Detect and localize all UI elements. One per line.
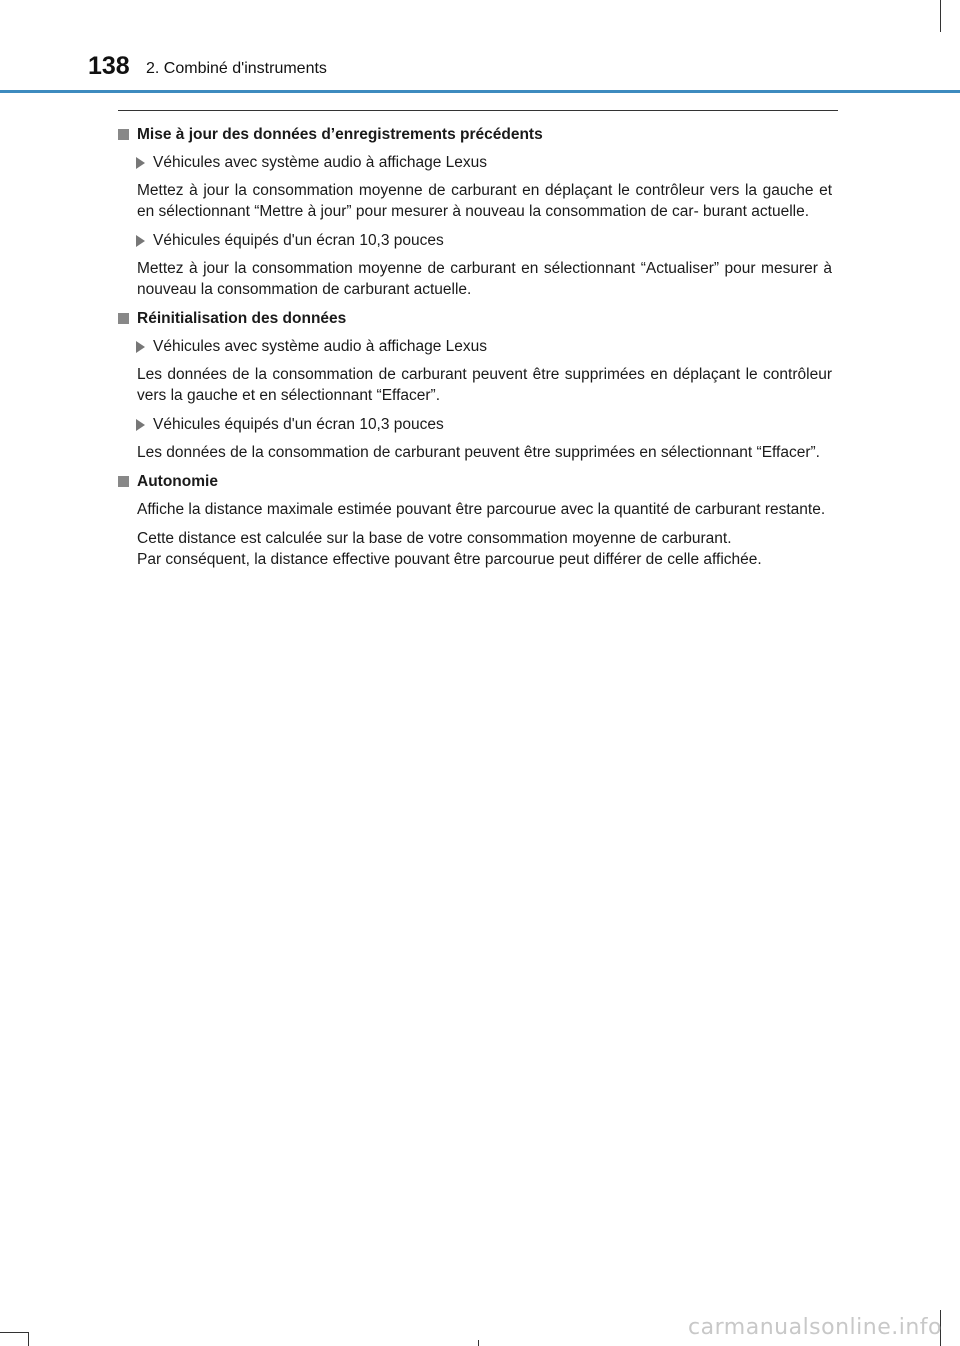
sub-heading [136, 414, 832, 436]
section-heading [118, 471, 832, 493]
triangle-bullet-icon [136, 341, 145, 353]
paragraph: Par conséquent, la distance effective pouvant être parcourue peut différer de celle affichée. [137, 551, 762, 568]
paragraph: Mettez à jour la consommation moyenne de carburant en sélectionnant “Actualiser” pour mesurer à nouveau la consommation de carburant actuelle. [137, 260, 832, 298]
square-bullet-icon [118, 129, 129, 140]
triangle-bullet-icon [136, 157, 145, 169]
page-number: 138 [88, 52, 130, 80]
content-rule [118, 110, 838, 111]
square-bullet-icon [118, 313, 129, 324]
paragraph: Les données de la consommation de carburant peuvent être supprimées en déplaçant le contrôleur vers la gauche et en sélectionnant “Effacer”. [137, 366, 832, 404]
sub-heading-text: Véhicules avec système audio à affichage Lexus [153, 154, 488, 171]
square-bullet-icon [118, 476, 129, 487]
triangle-bullet-icon [136, 419, 145, 431]
page-header [0, 0, 960, 96]
paragraph: Cette distance est calculée sur la base de votre consommation moyenne de carburant. [137, 530, 732, 547]
sub-heading-text: Véhicules équipés d'un écran 10,3 pouces [153, 232, 444, 249]
header-rule [0, 90, 960, 93]
sub-heading [136, 230, 832, 252]
crop-mark-bottom-center [478, 1340, 479, 1346]
section-heading-text: Mise à jour des données d’enregistrements précédents [137, 126, 543, 143]
section-heading-text: Autonomie [137, 473, 218, 490]
sub-heading [136, 336, 832, 358]
crop-mark-bottom-left-v [28, 1332, 29, 1346]
crop-mark-bottom-left-h [0, 1332, 28, 1333]
sub-heading [136, 152, 832, 174]
triangle-bullet-icon [136, 235, 145, 247]
chapter-title: 2. Combiné d'instruments [146, 60, 327, 77]
watermark: carmanualsonline.info [688, 1315, 942, 1340]
crop-mark-top-right [940, 0, 941, 32]
page-content [118, 124, 832, 578]
section-heading-text: Réinitialisation des données [137, 310, 347, 327]
paragraph: Affiche la distance maximale estimée pouvant être parcourue avec la quantité de carburant restante. [137, 501, 826, 518]
section-heading [118, 124, 832, 146]
paragraph: Mettez à jour la consommation moyenne de carburant en déplaçant le contrôleur vers la gauche et en sélectionnant “Mettre à jour” pour mesurer à nouveau la consommation de car- burant actuelle. [137, 182, 832, 220]
paragraph: Les données de la consommation de carburant peuvent être supprimées en sélectionnant “Effacer”. [137, 444, 820, 461]
section-heading [118, 308, 832, 330]
sub-heading-text: Véhicules avec système audio à affichage Lexus [153, 338, 488, 355]
sub-heading-text: Véhicules équipés d'un écran 10,3 pouces [153, 416, 444, 433]
